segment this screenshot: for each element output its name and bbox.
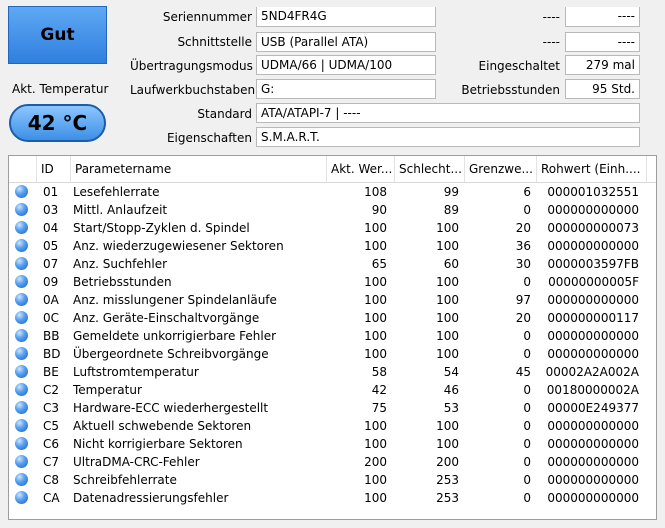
cell-name: Start/Stopp-Zyklen d. Spindel [73,221,250,235]
cell-current: 65 [371,257,387,271]
cell-id: BE [43,365,59,379]
temperature-badge[interactable]: 42 °C [9,104,106,142]
table-row[interactable] [9,471,656,489]
cell-raw: 000000000000 [547,473,639,487]
cell-worst: 100 [436,275,459,289]
drive-letter-label: Laufwerkbuchstaben [130,83,256,97]
cell-worst: 100 [436,347,459,361]
cell-id: 09 [43,275,59,289]
column-header-name[interactable]: Parametername [71,156,327,182]
interface-label: Schnittstelle [177,35,252,49]
cell-name: Luftstromtemperatur [73,365,199,379]
cell-name: Betriebsstunden [73,275,172,289]
power-on-hours-value: 95 Std. [565,79,640,99]
column-header-status[interactable] [9,156,37,182]
cell-id: BD [43,347,61,361]
cell-raw: 000000000000 [547,419,639,433]
table-row[interactable] [9,417,656,435]
cell-current: 100 [364,293,387,307]
table-row[interactable] [9,219,656,237]
health-status-badge[interactable]: Gut [8,6,107,64]
cell-threshold: 30 [515,257,531,271]
cell-threshold: 0 [523,275,531,289]
cell-threshold: 20 [515,311,531,325]
cell-id: 03 [43,203,59,217]
cell-name: Anz. Suchfehler [73,257,168,271]
cell-id: 04 [43,221,59,235]
cell-threshold: 0 [523,347,531,361]
power-on-count-label: Eingeschaltet [478,59,560,73]
table-row[interactable] [9,435,656,453]
cell-worst: 89 [443,203,459,217]
cell-current: 100 [364,311,387,325]
cell-name: Schreibfehlerrate [73,473,177,487]
cell-name: Temperatur [73,383,142,397]
cell-worst: 100 [436,419,459,433]
cell-name: Übergeordnete Schreibvorgänge [73,347,269,361]
cell-threshold: 97 [515,293,531,307]
status-circle-icon [15,257,28,270]
serial-label: Seriennummer [162,10,252,24]
table-row[interactable] [9,273,656,291]
features-value: S.M.A.R.T. [256,127,640,147]
drive-letter-value: G: [256,79,436,99]
status-circle-icon [15,203,28,216]
status-circle-icon [15,455,28,468]
table-row[interactable] [9,345,656,363]
cell-current: 200 [364,455,387,469]
cell-raw: 00002A2A002A [545,365,639,379]
cell-name: Anz. Geräte-Einschaltvorgänge [73,311,260,325]
cell-worst: 53 [443,401,459,415]
table-row[interactable] [9,453,656,471]
cell-raw: 00180000002A [546,383,639,397]
status-circle-icon [15,239,28,252]
cell-name: Anz. misslungener Spindelanläufe [73,293,277,307]
cell-raw: 0000003597FB [547,257,639,271]
cell-threshold: 0 [523,473,531,487]
standard-label: Standard [197,107,252,121]
interface-value: USB (Parallel ATA) [256,32,436,52]
cell-current: 90 [371,203,387,217]
power-on-hours-label: Betriebsstunden [461,83,560,97]
status-circle-icon [15,329,28,342]
cell-id: BB [43,329,60,343]
cell-id: 0C [43,311,60,325]
cell-raw: 000000000000 [547,347,639,361]
cell-raw: 000000000000 [547,455,639,469]
cell-threshold: 0 [523,491,531,505]
right-value-2: ---- [565,32,640,52]
transfer-mode-label: Übertragungsmodus [130,59,253,73]
status-circle-icon [15,347,28,360]
cell-current: 58 [371,365,387,379]
cell-name: Lesefehlerrate [73,185,160,199]
column-header-raw[interactable]: Rohwert (Einh.... [537,156,647,182]
power-on-count-value: 279 mal [565,55,640,75]
cell-id: 0A [43,293,59,307]
cell-raw: 000000000000 [547,203,639,217]
temperature-label: Akt. Temperatur [12,82,109,96]
status-circle-icon [15,491,28,504]
table-header [9,156,656,183]
table-row[interactable] [9,237,656,255]
cell-threshold: 0 [523,455,531,469]
cell-id: C8 [43,473,60,487]
column-header-worst[interactable]: Schlecht... [395,156,465,182]
cell-id: C2 [43,383,60,397]
cell-current: 100 [364,347,387,361]
transfer-mode-value: UDMA/66 | UDMA/100 [256,55,436,75]
right-value-1: ---- [565,7,640,27]
table-row[interactable] [9,201,656,219]
right-label-1: ---- [542,10,560,24]
cell-threshold: 0 [523,401,531,415]
cell-name: Hardware-ECC wiederhergestellt [73,401,269,415]
cell-current: 100 [364,329,387,343]
table-row[interactable] [9,183,656,201]
table-row[interactable] [9,327,656,345]
cell-raw: 000000000000 [547,293,639,307]
cell-threshold: 36 [515,239,531,253]
cell-worst: 99 [443,185,459,199]
cell-threshold: 20 [515,221,531,235]
column-header-current[interactable]: Akt. Wer... [327,156,395,182]
table-row[interactable] [9,291,656,309]
cell-worst: 100 [436,311,459,325]
cell-threshold: 6 [523,185,531,199]
status-circle-icon [15,293,28,306]
cell-name: Mittl. Anlaufzeit [73,203,168,217]
cell-threshold: 0 [523,437,531,451]
cell-worst: 100 [436,329,459,343]
cell-name: UltraDMA-CRC-Fehler [73,455,200,469]
cell-current: 100 [364,419,387,433]
cell-raw: 000000000000 [547,239,639,253]
cell-raw: 00000E249377 [547,401,639,415]
cell-raw: 000000000000 [547,437,639,451]
status-circle-icon [15,401,28,414]
status-circle-icon [15,383,28,396]
status-circle-icon [15,437,28,450]
status-circle-icon [15,275,28,288]
cell-current: 108 [364,185,387,199]
standard-value: ATA/ATAPI-7 | ---- [256,103,640,123]
cell-current: 100 [364,239,387,253]
table-row[interactable] [9,255,656,273]
cell-name: Anz. wiederzugewiesener Sektoren [73,239,284,253]
cell-worst: 100 [436,437,459,451]
cell-name: Nicht korrigierbare Sektoren [73,437,243,451]
cell-worst: 54 [443,365,459,379]
cell-id: 05 [43,239,59,253]
cell-worst: 46 [443,383,459,397]
cell-raw: 000000000000 [547,491,639,505]
cell-worst: 253 [436,491,459,505]
cell-threshold: 0 [523,419,531,433]
cell-worst: 200 [436,455,459,469]
cell-current: 100 [364,473,387,487]
cell-id: C6 [43,437,60,451]
status-circle-icon [15,365,28,378]
cell-current: 75 [371,401,387,415]
cell-raw: 000001032551 [547,185,639,199]
cell-raw: 000000000000 [547,329,639,343]
smart-attributes-table[interactable] [8,155,657,520]
status-circle-icon [15,419,28,432]
cell-raw: 000000000073 [547,221,639,235]
right-label-2: ---- [542,35,560,49]
table-row[interactable] [9,489,656,507]
cell-id: C3 [43,401,60,415]
cell-raw: 000000000117 [547,311,639,325]
cell-threshold: 45 [515,365,531,379]
cell-id: CA [43,491,60,505]
cell-threshold: 0 [523,383,531,397]
cell-id: 01 [43,185,59,199]
cell-threshold: 0 [523,203,531,217]
status-circle-icon [15,221,28,234]
status-circle-icon [15,311,28,324]
cell-threshold: 0 [523,329,531,343]
column-header-id[interactable]: ID [37,156,71,182]
features-label: Eigenschaften [166,131,252,145]
cell-current: 100 [364,221,387,235]
table-row[interactable] [9,381,656,399]
cell-id: 07 [43,257,59,271]
cell-current: 100 [364,275,387,289]
cell-id: C7 [43,455,60,469]
cell-name: Gemeldete unkorrigierbare Fehler [73,329,277,343]
cell-worst: 100 [436,293,459,307]
cell-id: C5 [43,419,60,433]
cell-current: 100 [364,437,387,451]
cell-worst: 100 [436,221,459,235]
table-row[interactable] [9,309,656,327]
cell-current: 100 [364,491,387,505]
cell-current: 42 [371,383,387,397]
cell-worst: 60 [443,257,459,271]
serial-value: 5ND4FR4G [256,7,436,27]
status-circle-icon [15,185,28,198]
table-row[interactable] [9,363,656,381]
cell-worst: 253 [436,473,459,487]
status-circle-icon [15,473,28,486]
cell-name: Aktuell schwebende Sektoren [73,419,252,433]
cell-worst: 100 [436,239,459,253]
column-header-threshold[interactable]: Grenzwe... [465,156,537,182]
table-row[interactable] [9,399,656,417]
cell-raw: 00000000005F [548,275,639,289]
cell-name: Datenadressierungsfehler [73,491,229,505]
